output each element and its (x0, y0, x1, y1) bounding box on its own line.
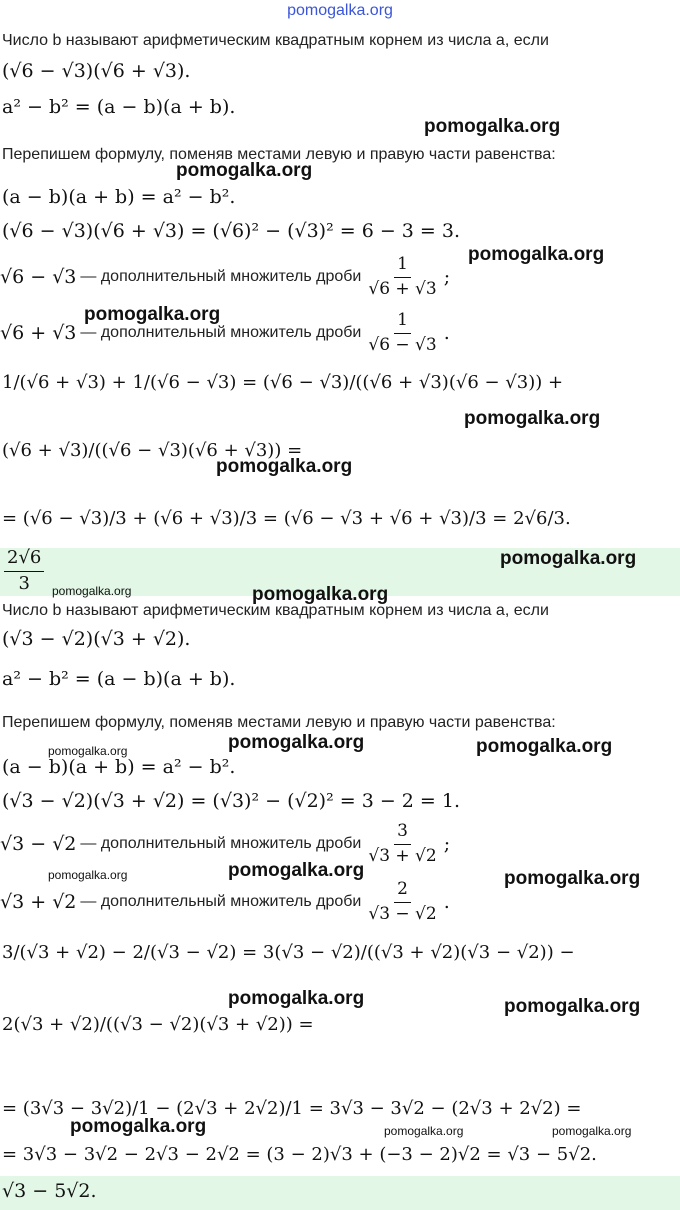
fraction (365, 880, 439, 924)
factor-line-1a: √6 − √3 — дополнительный множитель дроби $\frac{1}{√6 + √3}$ ; (0, 253, 451, 299)
fraction-numerator: 2 (394, 880, 411, 903)
watermark: pomogalka.org (504, 868, 641, 889)
watermark: pomogalka.org (500, 548, 637, 569)
fraction-numerator: 1 (394, 311, 411, 334)
site-link[interactable]: pomogalka.org (287, 2, 393, 19)
watermark: pomogalka.org (216, 456, 353, 477)
watermark: pomogalka.org (384, 1124, 464, 1138)
fraction-denominator: √6 + √3 (368, 278, 437, 299)
watermark: pomogalka.org (228, 732, 365, 753)
answer-band-2 (0, 1176, 680, 1210)
rewrite-text-1: Перепишем формулу, поменяв местами левую и правую части равенства: (2, 146, 556, 163)
watermark: pomogalka.org (70, 1116, 207, 1137)
diff-line-4: = 3√3 − 3√2 − 2√3 − 2√2 = (3 − 2)√3 + (−3 − 2)√2 = √3 − 5√2. (2, 1144, 597, 1165)
compute-line-2: (√3 − √2)(√3 + √2) = (√3)² − (√2)² = 3 − 2 = 1. (2, 790, 461, 812)
identity-2: a² − b² = (a − b)(a + b). (2, 668, 236, 690)
watermark: pomogalka.org (48, 744, 128, 758)
watermark: pomogalka.org (252, 584, 389, 605)
sum-line-3: = (√6 − √3)/3 + (√6 + √3)/3 = (√6 − √3 + √6 + √3)/3 = 2√6/3. (2, 508, 571, 529)
fraction-numerator: 3 (394, 822, 411, 845)
answer-fraction (4, 548, 44, 594)
answer-2: √3 − 5√2. (2, 1180, 97, 1202)
rewrite-identity-2: (a − b)(a + b) = a² − b². (2, 756, 236, 778)
identity-1: a² − b² = (a − b)(a + b). (2, 96, 236, 118)
factor-line-2b: √3 + √2 — дополнительный множитель дроби $\frac{2}{√3 - √2}$ . (0, 878, 450, 924)
intro-text-1: Число b называют арифметическим квадратным корнем из числа a, если (2, 32, 549, 49)
diff-line-2: 2(√3 + √2)/((√3 − √2)(√3 + √2)) = (2, 1014, 314, 1035)
factor-text: — дополнительный множитель дроби (80, 835, 362, 852)
factor-lhs: √3 + √2 (0, 891, 77, 913)
watermark: pomogalka.org (464, 408, 601, 429)
diff-line-1: 3/(√3 + √2) − 2/(√3 − √2) = 3(√3 − √2)/((√3 + √2)(√3 − √2)) − (2, 942, 575, 963)
watermark: pomogalka.org (52, 584, 132, 598)
factor-line-1b: √6 + √3 — дополнительный множитель дроби $\frac{1}{√6 - √3}$ . (0, 309, 450, 355)
watermark: pomogalka.org (176, 160, 313, 181)
fraction (365, 822, 439, 866)
rewrite-identity-1: (a − b)(a + b) = a² − b². (2, 186, 236, 208)
factor-lhs: √3 − √2 (0, 833, 77, 855)
answer-denominator: 3 (18, 572, 30, 594)
factor-lhs: √6 − √3 (0, 266, 77, 288)
fraction (365, 311, 439, 355)
watermark: pomogalka.org (476, 736, 613, 757)
factor-text: — дополнительный множитель дроби (80, 268, 362, 285)
sum-line-1: 1/(√6 + √3) + 1/(√6 − √3) = (√6 − √3)/((√6 + √3)(√6 − √3)) + (2, 372, 564, 393)
sum-line-2: (√6 + √3)/((√6 − √3)(√6 + √3)) = (2, 440, 303, 461)
intro-text-2: Число b называют арифметическим квадратным корнем из числа a, если (2, 602, 549, 619)
fraction-denominator: √3 − √2 (368, 903, 437, 924)
watermark: pomogalka.org (504, 996, 641, 1017)
fraction-denominator: √6 − √3 (368, 334, 437, 355)
factor-text: — дополнительный множитель дроби (80, 324, 362, 341)
answer-numerator: 2√6 (4, 548, 44, 572)
fraction (365, 255, 439, 299)
rewrite-text-2: Перепишем формулу, поменяв местами левую и правую части равенства: (2, 714, 556, 731)
factor-lhs: √6 + √3 (0, 322, 77, 344)
watermark: pomogalka.org (84, 304, 221, 325)
factor-line-2a: √3 − √2 — дополнительный множитель дроби $\frac{3}{√3 + √2}$ ; (0, 820, 451, 866)
fraction-numerator: 1 (394, 255, 411, 278)
watermark: pomogalka.org (552, 1124, 632, 1138)
product-expression-2: (√3 − √2)(√3 + √2). (2, 628, 191, 650)
compute-line-1: (√6 − √3)(√6 + √3) = (√6)² − (√3)² = 6 − 3 = 3. (2, 220, 461, 242)
watermark: pomogalka.org (48, 868, 128, 882)
watermark: pomogalka.org (228, 860, 365, 881)
watermark: pomogalka.org (468, 244, 605, 265)
diff-line-3: = (3√3 − 3√2)/1 − (2√3 + 2√2)/1 = 3√3 − 3√2 − (2√3 + 2√2) = (2, 1098, 582, 1119)
product-expression-1: (√6 − √3)(√6 + √3). (2, 60, 191, 82)
watermark: pomogalka.org (424, 116, 561, 137)
watermark: pomogalka.org (228, 988, 365, 1009)
factor-text: — дополнительный множитель дроби (80, 893, 362, 910)
fraction-denominator: √3 + √2 (368, 845, 437, 866)
